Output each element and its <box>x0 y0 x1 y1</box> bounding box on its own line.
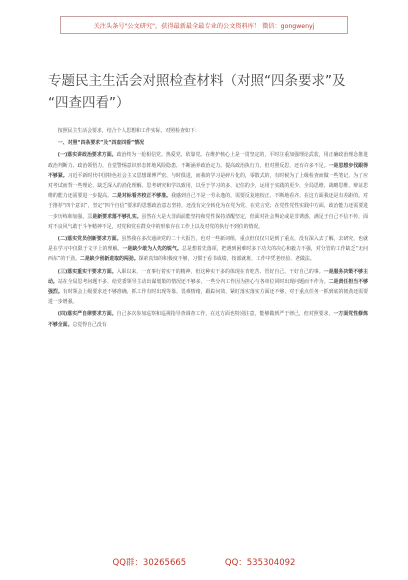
point-2-text: 我感到自己不是一劳永逸的，需要反复地校正，不断地看齐。在这方面我还是有差距的。对于推荐“四个意识”，坚定“四个自信”要求的思想政治意志坚持，还没有完全转化为在党为党、在党言党；在党性党性实践中方面，政治能力还需要进一步历练和加强。 <box>48 193 368 220</box>
point-1-heading: 一是思想步伐跟得不够紧。 <box>48 162 368 179</box>
paragraph-political <box>48 150 368 232</box>
point-5-text: 探索真知的积极度不够，习惯于看书成绩，按部就班，工作中凭老经验、老做法。 <box>138 256 315 263</box>
promo-banner-text: 关注头条号"公文研究"，获得最新最全最专业的公文资料库！ 微信：gongwenyj <box>93 22 315 30</box>
point-6-text: 站在全局思考问题不多，给党委领导主动出谋划策的情况还不够多，一些分内工作因为担心与各单位同时出现问题而不作为。 <box>57 278 329 285</box>
document-title-line2: “四查四看”） <box>48 95 130 111</box>
paragraph-practical-heading: (三)落实重实干要求方面。 <box>57 268 117 275</box>
footer-contact <box>0 556 408 568</box>
document-title-line1: 专题民主生活会对照检查材料（对照“四条要求”及 <box>48 73 346 89</box>
paragraph-innovation-text: 虽然我在多次通读党的二十大报告，也对一些新词组，重点但仅仅只是到了重点，没有深入去了解。去研究，也就是在学习中仅限于文字上的理解。 <box>48 236 368 253</box>
document-title <box>48 70 368 114</box>
footer-qq: QQ：535304092 <box>224 558 296 568</box>
paragraph-practical <box>48 267 368 308</box>
point-7-text: 有时领会上级要求还不够准确，抓工作有时出现等靠、畏难情绪，跟踪问效、紧盯落实落实方面还不够，对于重点任务一抓到底的韧劲还需要进一步增强。 <box>48 289 368 306</box>
point-3-text: 虽然在大是大非面前能坚持和党性保持清醒坚定，但面对社会舆论或是非诱惑，满足于自己不信不传，面对不良风气敢于斗争精神不足，对党和党在群众中的形象存在工作上以及对党的执行不到位的情况。 <box>48 213 368 230</box>
point-5-heading: 二是缺少创新进取的闯劲。 <box>79 256 139 263</box>
promo-banner <box>60 16 348 34</box>
footer-qq-group: QQ群：30265665 <box>112 558 187 568</box>
point-8-text: 总觉得自己没有 <box>72 321 107 328</box>
paragraph-discipline-heading: (四)落实严自律要求方面。 <box>57 311 117 318</box>
paragraph-innovation-heading: (二)落实党员创新要求方面。 <box>57 236 122 243</box>
document-body <box>48 126 368 330</box>
paragraph-political-heading: (一)落实讲政治要求方面。 <box>57 152 117 159</box>
paragraph-discipline-text: 自己多次参加巡察和巡视指导查调查工作，在这方面也特别注意，能够做到严于律己，但对照要求， <box>116 311 334 318</box>
paragraph-discipline <box>48 309 368 329</box>
paragraph-practical-text: 入职以来，一直事行着实干的精神，但这种实干多的体现在肯吃苦、管好自己、干好自己的事。 <box>116 268 324 275</box>
paragraph-political-text: 政治终为一抢相信党、热爱党、依靠党。在维护核心上是一贯坚定的，平时注重加强理论武装，用正确政治理念推进政治判断力、政治领悟力，自觉警惕意识形态阵地风险隐患，不断涵养政治定力。提高政治执行力，但对照反思，还有许多不足。 <box>48 152 368 169</box>
point-4-heading: 一是缺少敢为人先的锐气。 <box>122 246 182 253</box>
point-2-heading: 二是对标看齐校正不够准。 <box>112 193 172 200</box>
paragraph-innovation <box>48 234 368 265</box>
point-8-heading: 一方面党性修炼不够全面。 <box>48 311 368 328</box>
point-3-heading: 三是新要求落不够扎实。 <box>87 213 142 220</box>
intro-paragraph: 按照民主生活会要求，结合个人思想和工作实际，对照检查如下： <box>57 128 200 134</box>
point-7-heading: 二是责任担当不够强烈。 <box>48 278 368 296</box>
point-4-text: 总是想着先落项，把遇到困难时多下功夫的决心和毅力不强，对分管的工作缺乏“无问西东”的干劲。 <box>48 246 368 263</box>
section-heading: 一、对照“四条要求”及“四查四看”情况 <box>57 140 145 147</box>
point-1-text: 习近平新时代中国特色社会主义思想课博严密、与时俱进，而我的学习是碎片化的，零散式的，有时候为了上级检查而做一些笔记，为了应对考试而背一些理论，缺乏深入的消化理解，思考研究和学以致用，以至于学习的多，记住的少，运用于实践的更少，全局思维、战略思维、辩证思维的能力还需要进一步提高。 <box>48 172 368 200</box>
point-6-heading: 一是服务决策不够主动。 <box>48 268 368 285</box>
